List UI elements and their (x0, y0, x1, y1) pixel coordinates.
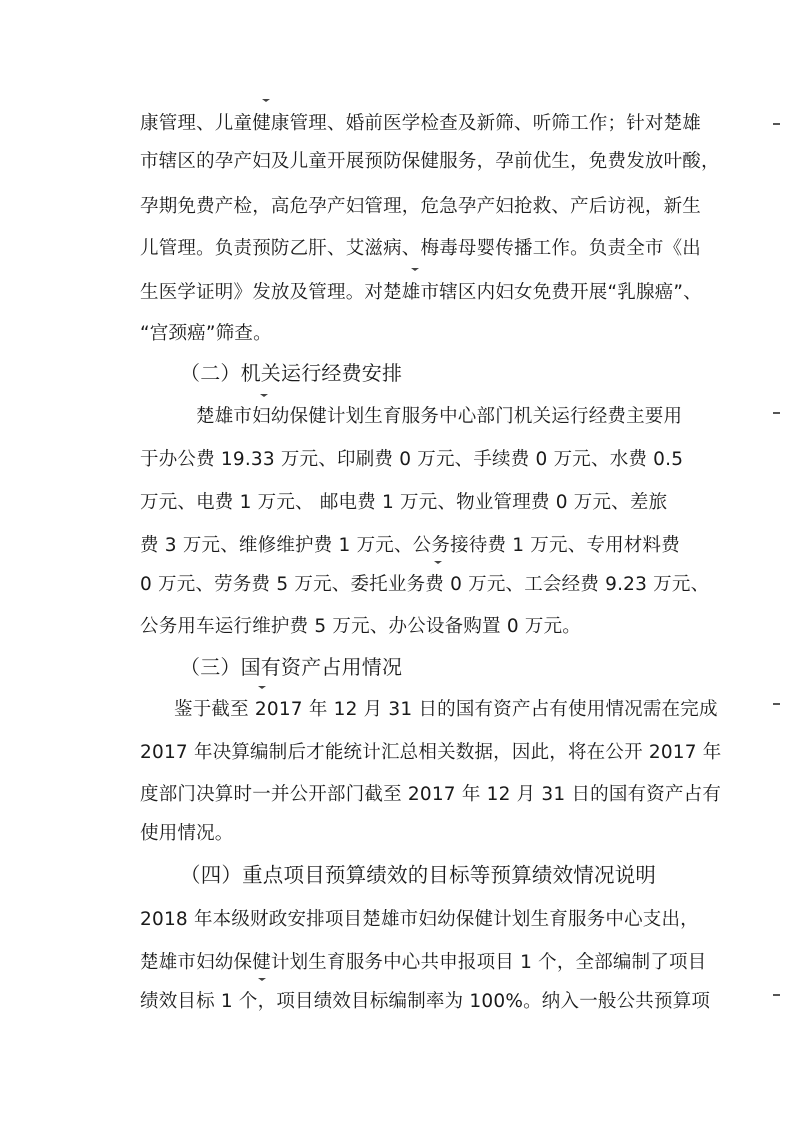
scan-mark (262, 99, 270, 102)
body-text-line: 楚雄市妇幼保健计划生育服务中心部门机关运行经费主要用 (196, 406, 683, 427)
scan-mark (773, 123, 780, 125)
body-text-line: 生医学证明》发放及管理。对楚雄市辖区内妇女免费开展“乳腺癌”、 (140, 282, 702, 303)
scan-mark (773, 412, 780, 414)
body-text-line: 公务用车运行维护费 5 万元、办公设备购置 0 万元。 (140, 616, 581, 637)
body-text-line: 于办公费 19.33 万元、印刷费 0 万元、手续费 0 万元、水费 0.5 (140, 449, 684, 470)
scan-mark (434, 561, 442, 564)
body-text-line: 孕期免费产检，高危孕产妇管理，危急孕产妇抢救、产后访视，新生 (140, 196, 702, 217)
scan-mark (258, 686, 266, 689)
scan-mark (411, 268, 419, 271)
body-text-line: 度部门决算时一并公开部门截至 2017 年 12 月 31 日的国有资产占有 (140, 784, 722, 805)
body-text-line: “宫颈癌”筛查。 (140, 323, 272, 344)
body-text-line: 鉴于截至 2017 年 12 月 31 日的国有资产占有使用情况需在完成 (174, 699, 718, 720)
body-text-line: 2018 年本级财政安排项目楚雄市妇幼保健计划生育服务中心支出， (140, 909, 699, 930)
section-heading-3: （三）国有资产占用情况 (180, 655, 403, 679)
scan-mark (260, 394, 268, 397)
scan-mark (773, 994, 780, 996)
body-text-line: 万元、电费 1 万元、 邮电费 1 万元、物业管理费 0 万元、差旅 (140, 492, 668, 513)
body-text-line: 费 3 万元、维修维护费 1 万元、公务接待费 1 万元、专用材料费 (140, 535, 680, 556)
body-text-line: 康管理、儿童健康管理、婚前医学检查及新筛、听筛工作；针对楚雄 (140, 113, 702, 134)
body-text-line: 使用情况。 (140, 823, 234, 844)
body-text-line: 市辖区的孕产妇及儿童开展预防保健服务，孕前优生，免费发放叶酸， (140, 151, 720, 172)
body-text-line: 2017 年决算编制后才能统计汇总相关数据，因此，将在公开 2017 年 (140, 742, 722, 763)
section-heading-2: （二）机关运行经费安排 (180, 361, 403, 385)
body-text-line: 0 万元、劳务费 5 万元、委托业务费 0 万元、工会经费 9.23 万元、 (140, 574, 710, 595)
scan-mark (773, 703, 780, 705)
body-text-line: 楚雄市妇幼保健计划生育服务中心共申报项目 1 个，全部编制了项目 (140, 952, 707, 973)
body-text-line: 绩效目标 1 个，项目绩效目标编制率为 100%。纳入一般公共预算项 (140, 991, 711, 1012)
scan-mark (258, 978, 266, 981)
body-text-line: 儿管理。负责预防乙肝、艾滋病、梅毒母婴传播工作。负责全市《出 (140, 238, 702, 259)
section-heading-4: （四）重点项目预算绩效的目标等预算绩效情况说明 (180, 863, 657, 887)
